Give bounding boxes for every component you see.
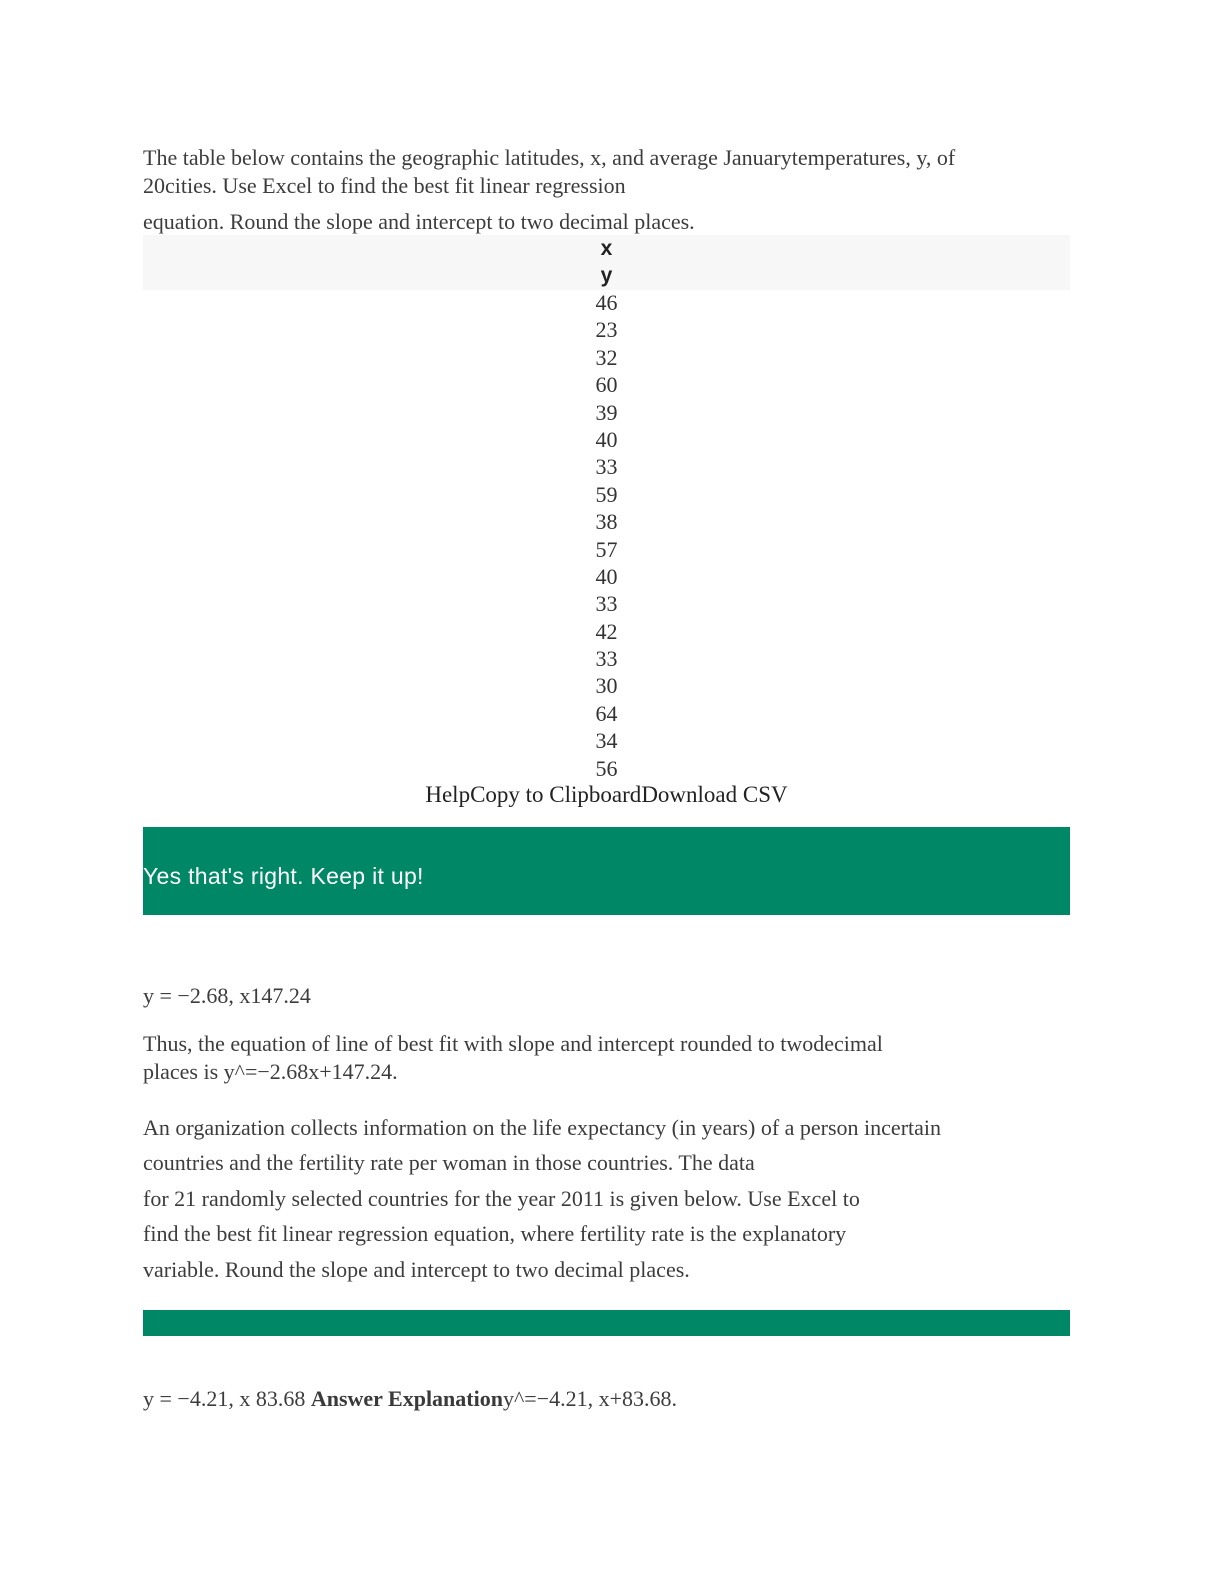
table-cell: 33 (595, 646, 618, 672)
table-cell: 39 (595, 399, 618, 425)
question2-line5: variable. Round the slope and intercept to two decimal places. (143, 1257, 690, 1282)
table-cell: 33 (595, 454, 618, 480)
table-cell: 40 (595, 426, 618, 452)
table-cell: 57 (595, 536, 618, 562)
column-header-x: x (600, 237, 613, 260)
answer2-line (143, 1385, 677, 1413)
feedback-message: Yes that's right. Keep it up! (143, 863, 424, 889)
feedback-banner (143, 827, 1070, 915)
table-cell: 64 (595, 700, 618, 726)
table-cell: 23 (595, 317, 618, 343)
question2-line1: An organization collects information on the life expectancy (in years) of a person incertain (143, 1115, 942, 1140)
download-csv-link[interactable]: Download CSV (641, 782, 788, 807)
answer1-explanation-line1: Thus, the equation of line of best fit with slope and intercept rounded to twodecimal (143, 1031, 883, 1056)
answer2-explanation: y^=−4.21, x+83.68. (502, 1386, 678, 1411)
table-cell: 46 (595, 290, 618, 315)
table-cell: 40 (595, 563, 618, 589)
table-cell: 60 (595, 372, 618, 398)
help-link[interactable]: Help (425, 782, 471, 807)
table-cell: 30 (595, 673, 618, 699)
copy-to-clipboard-link[interactable]: Copy to Clipboard (470, 782, 642, 807)
table-cell: 34 (595, 728, 618, 754)
answer2-equation: y = −4.21, x 83.68 (143, 1386, 311, 1411)
question2-line4: find the best fit linear regression equation, where fertility rate is the explanatory (143, 1221, 847, 1246)
table-cell: 32 (595, 344, 618, 370)
table-body (143, 289, 1070, 782)
question2-line3: for 21 randomly selected countries for the year 2011 is given below. Use Excel to (143, 1186, 860, 1211)
question1-line1: The table below contains the geographic latitudes, x, and average Januarytemperatures, y, of (143, 145, 956, 170)
table-cell: 38 (595, 509, 618, 535)
table-cell: 33 (595, 591, 618, 617)
column-header-y: y (600, 264, 613, 287)
feedback-banner-2 (143, 1310, 1070, 1336)
answer-explanation-label: Answer Explanation (310, 1386, 503, 1411)
table-cell: 42 (595, 618, 618, 644)
table-header (143, 235, 1070, 290)
question1-line2: 20cities. Use Excel to find the best fit linear regression (143, 173, 626, 198)
table-cell: 59 (595, 481, 618, 507)
question2-line2: countries and the fertility rate per woman in those countries. The data (143, 1150, 755, 1175)
table-tools (143, 780, 1070, 810)
question1-line3: equation. Round the slope and intercept to two decimal places. (143, 209, 695, 234)
answer1-explanation-line2: places is y^=−2.68x+147.24. (143, 1059, 398, 1084)
table-cell: 56 (595, 755, 618, 781)
answer1-equation: y = −2.68, x147.24 (143, 983, 311, 1008)
